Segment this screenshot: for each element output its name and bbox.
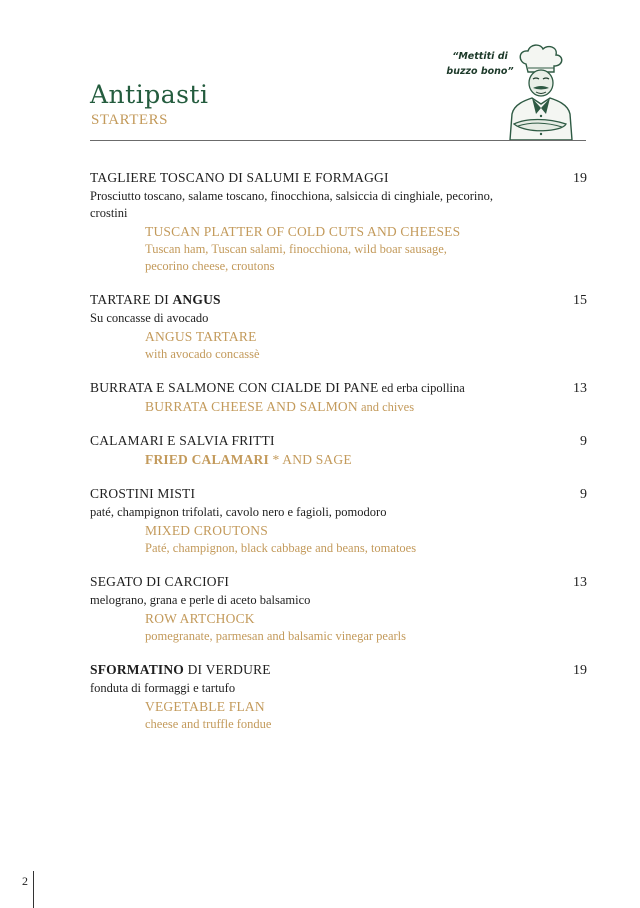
item-price: 13 (573, 575, 587, 590)
item-price: 19 (573, 171, 587, 186)
item-english-name: TUSCAN PLATTER OF COLD CUTS AND CHEESES (145, 224, 461, 239)
menu-item (90, 486, 587, 557)
item-description: melograno, grana e perle di aceto balsamico (90, 593, 311, 607)
item-price: 9 (580, 434, 587, 449)
item-english (145, 522, 587, 557)
item-name: SEGATO DI CARCIOFI (90, 574, 230, 589)
item-name: TARTARE DI ANGUS (90, 292, 221, 307)
page-subtitle: STARTERS (91, 112, 168, 128)
item-description: fonduta di formaggi e tartufo (90, 681, 236, 695)
item-english-name: MIXED CROUTONS (145, 523, 268, 538)
header-divider (90, 140, 586, 141)
item-price: 15 (573, 293, 587, 308)
menu-item (90, 292, 587, 363)
item-english (145, 328, 587, 363)
page-number-divider (33, 871, 34, 908)
item-english-name: ANGUS TARTARE (145, 329, 257, 344)
item-english-name: FRIED CALAMARI * AND SAGE (145, 452, 352, 467)
item-english-description: Tuscan ham, Tuscan salami, finocchiona, wild boar sausage, pecorino cheese, croutons (145, 242, 447, 273)
item-english-description: with avocado concassè (145, 347, 260, 361)
item-english-description: cheese and truffle fondue (145, 717, 272, 731)
item-description: Su concasse di avocado (90, 311, 209, 325)
item-price: 13 (573, 381, 587, 396)
item-english (145, 610, 587, 645)
item-english-name: BURRATA CHEESE AND SALMON and chives (145, 399, 415, 414)
item-description: Prosciutto toscano, salame toscano, finocchiona, salsiccia di cinghiale, pecorino, crostini (90, 189, 494, 220)
menu-items (90, 170, 587, 750)
menu-item (90, 662, 587, 733)
item-english (145, 223, 587, 275)
item-name: CROSTINI MISTI (90, 486, 196, 501)
page-title: Antipasti (90, 80, 209, 109)
item-price: 19 (573, 663, 587, 678)
item-english-description: Paté, champignon, black cabbage and beans, tomatoes (145, 541, 417, 555)
item-english (145, 398, 587, 416)
item-name: CALAMARI E SALVIA FRITTI (90, 433, 275, 448)
item-name: BURRATA E SALMONE CON CIALDE DI PANE ed erba cipollina (90, 380, 465, 395)
item-english (145, 451, 587, 469)
item-english-name: ROW ARTCHOCK (145, 611, 255, 626)
item-english-name: VEGETABLE FLAN (145, 699, 265, 714)
item-name: TAGLIERE TOSCANO DI SALUMI E FORMAGGI (90, 170, 389, 185)
item-english (145, 698, 587, 733)
menu-item (90, 574, 587, 645)
menu-item (90, 433, 587, 469)
item-price: 9 (580, 487, 587, 502)
page-number: 2 (22, 874, 28, 888)
menu-item (90, 380, 587, 416)
chef-illustration-icon (496, 42, 584, 140)
chef-quote: “Mettiti di buzzo bono” (446, 51, 514, 77)
menu-item (90, 170, 587, 275)
item-english-description: pomegranate, parmesan and balsamic vinegar pearls (145, 629, 406, 643)
item-description: paté, champignon trifolati, cavolo nero e fagioli, pomodoro (90, 505, 387, 519)
item-name: SFORMATINO DI VERDURE (90, 662, 271, 677)
